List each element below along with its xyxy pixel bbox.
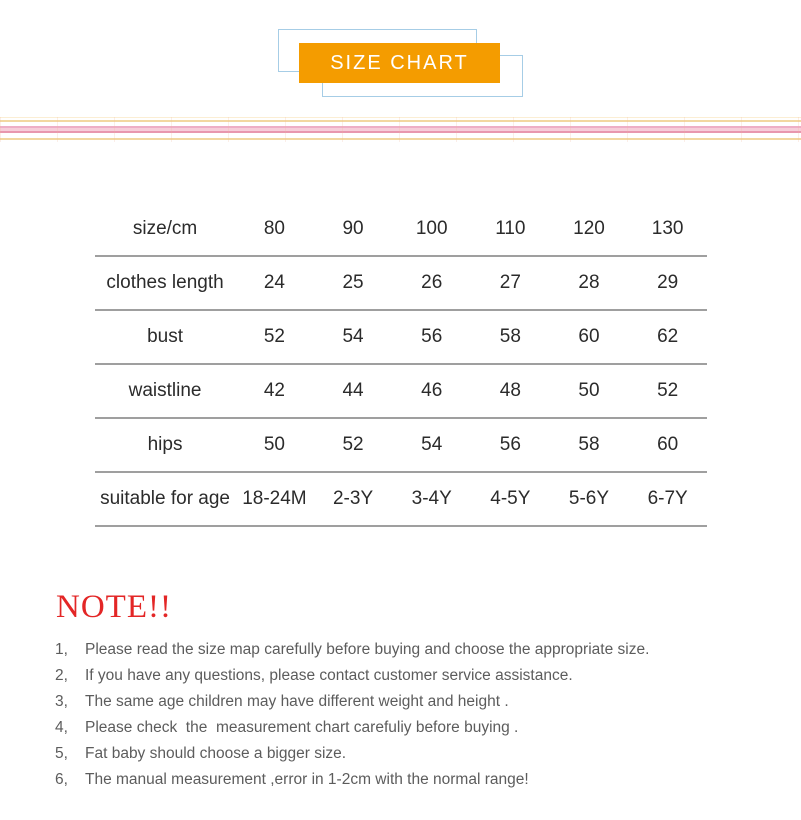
size-cell: 110 [495,217,526,239]
value-cell: 60 [657,434,679,455]
note-text: Fat baby should choose a bigger size. [85,745,347,762]
note-text: If you have any questions, please contact customer service assistance. [85,667,573,684]
table-row-bust [95,310,707,364]
value-cell: 52 [342,434,364,455]
row-label: hips [147,434,183,455]
value-cell: 4-5Y [490,488,531,509]
table-row-suitable-for-age [95,472,707,526]
value-cell: 5-6Y [568,488,610,509]
value-cell: 52 [657,380,679,401]
size-cell: 120 [573,217,605,239]
note-text: The manual measurement ,error in 1-2cm with the normal range! [85,771,529,788]
note-item-6 [55,771,755,797]
value-cell: 58 [499,326,521,347]
unit-label-cell: size/cm [132,217,198,239]
note-item-2 [55,667,755,693]
size-chart-banner [299,43,500,83]
value-cell: 54 [342,326,364,347]
value-cell: 26 [421,272,443,293]
value-cell: 2-3Y [332,488,374,509]
value-cell: 56 [421,326,443,347]
value-cell: 56 [499,434,521,455]
value-cell: 58 [578,434,600,455]
size-table [95,202,707,527]
note-text: Please check the measurement chart carefuliy before buying . [85,719,519,736]
note-item-4 [55,719,755,745]
value-cell: 3-4Y [411,488,452,509]
note-text: The same age children may have different weight and height . [85,693,509,710]
value-cell: 60 [578,326,600,347]
table-row-hips [95,418,707,472]
note-text: Please read the size map carefully before buying and choose the appropriate size. [85,641,650,658]
note-number: 3, [55,693,68,710]
size-header-row [95,202,707,256]
value-cell: 25 [342,272,364,293]
size-cell: 80 [263,217,285,239]
value-cell: 28 [578,272,600,293]
size-cell: 100 [415,217,448,239]
value-cell: 50 [578,380,600,401]
note-heading: NOTE!! [56,589,172,625]
note-number: 4, [55,719,68,736]
row-label: suitable for age [100,488,230,509]
size-cell: 90 [342,217,364,239]
value-cell: 44 [342,380,364,401]
note-number: 2, [55,667,68,684]
value-cell: 62 [657,326,679,347]
value-cell: 50 [263,434,285,455]
table-row-waistline [95,364,707,418]
value-cell: 27 [499,272,521,293]
value-cell: 46 [421,380,443,401]
note-item-1 [55,641,755,667]
note-number: 1, [55,641,68,658]
striped-separator [0,117,801,142]
note-number: 6, [55,771,68,788]
note-list [55,641,755,797]
value-cell: 42 [263,380,285,401]
value-cell: 6-7Y [647,488,688,509]
table-row-clothes-length [95,256,707,310]
value-cell: 54 [421,434,443,455]
value-cell: 52 [263,326,285,347]
value-cell: 18-24M [242,488,307,509]
note-number: 5, [55,745,68,762]
note-item-3 [55,693,755,719]
banner-title-text: SIZE CHART [330,51,469,74]
value-cell: 29 [657,272,679,293]
size-cell: 130 [651,217,684,239]
row-label: bust [147,326,183,347]
row-label: clothes length [106,272,224,293]
row-label: waistline [128,380,202,401]
value-cell: 24 [263,272,285,293]
note-item-5 [55,745,755,771]
value-cell: 48 [499,380,521,401]
